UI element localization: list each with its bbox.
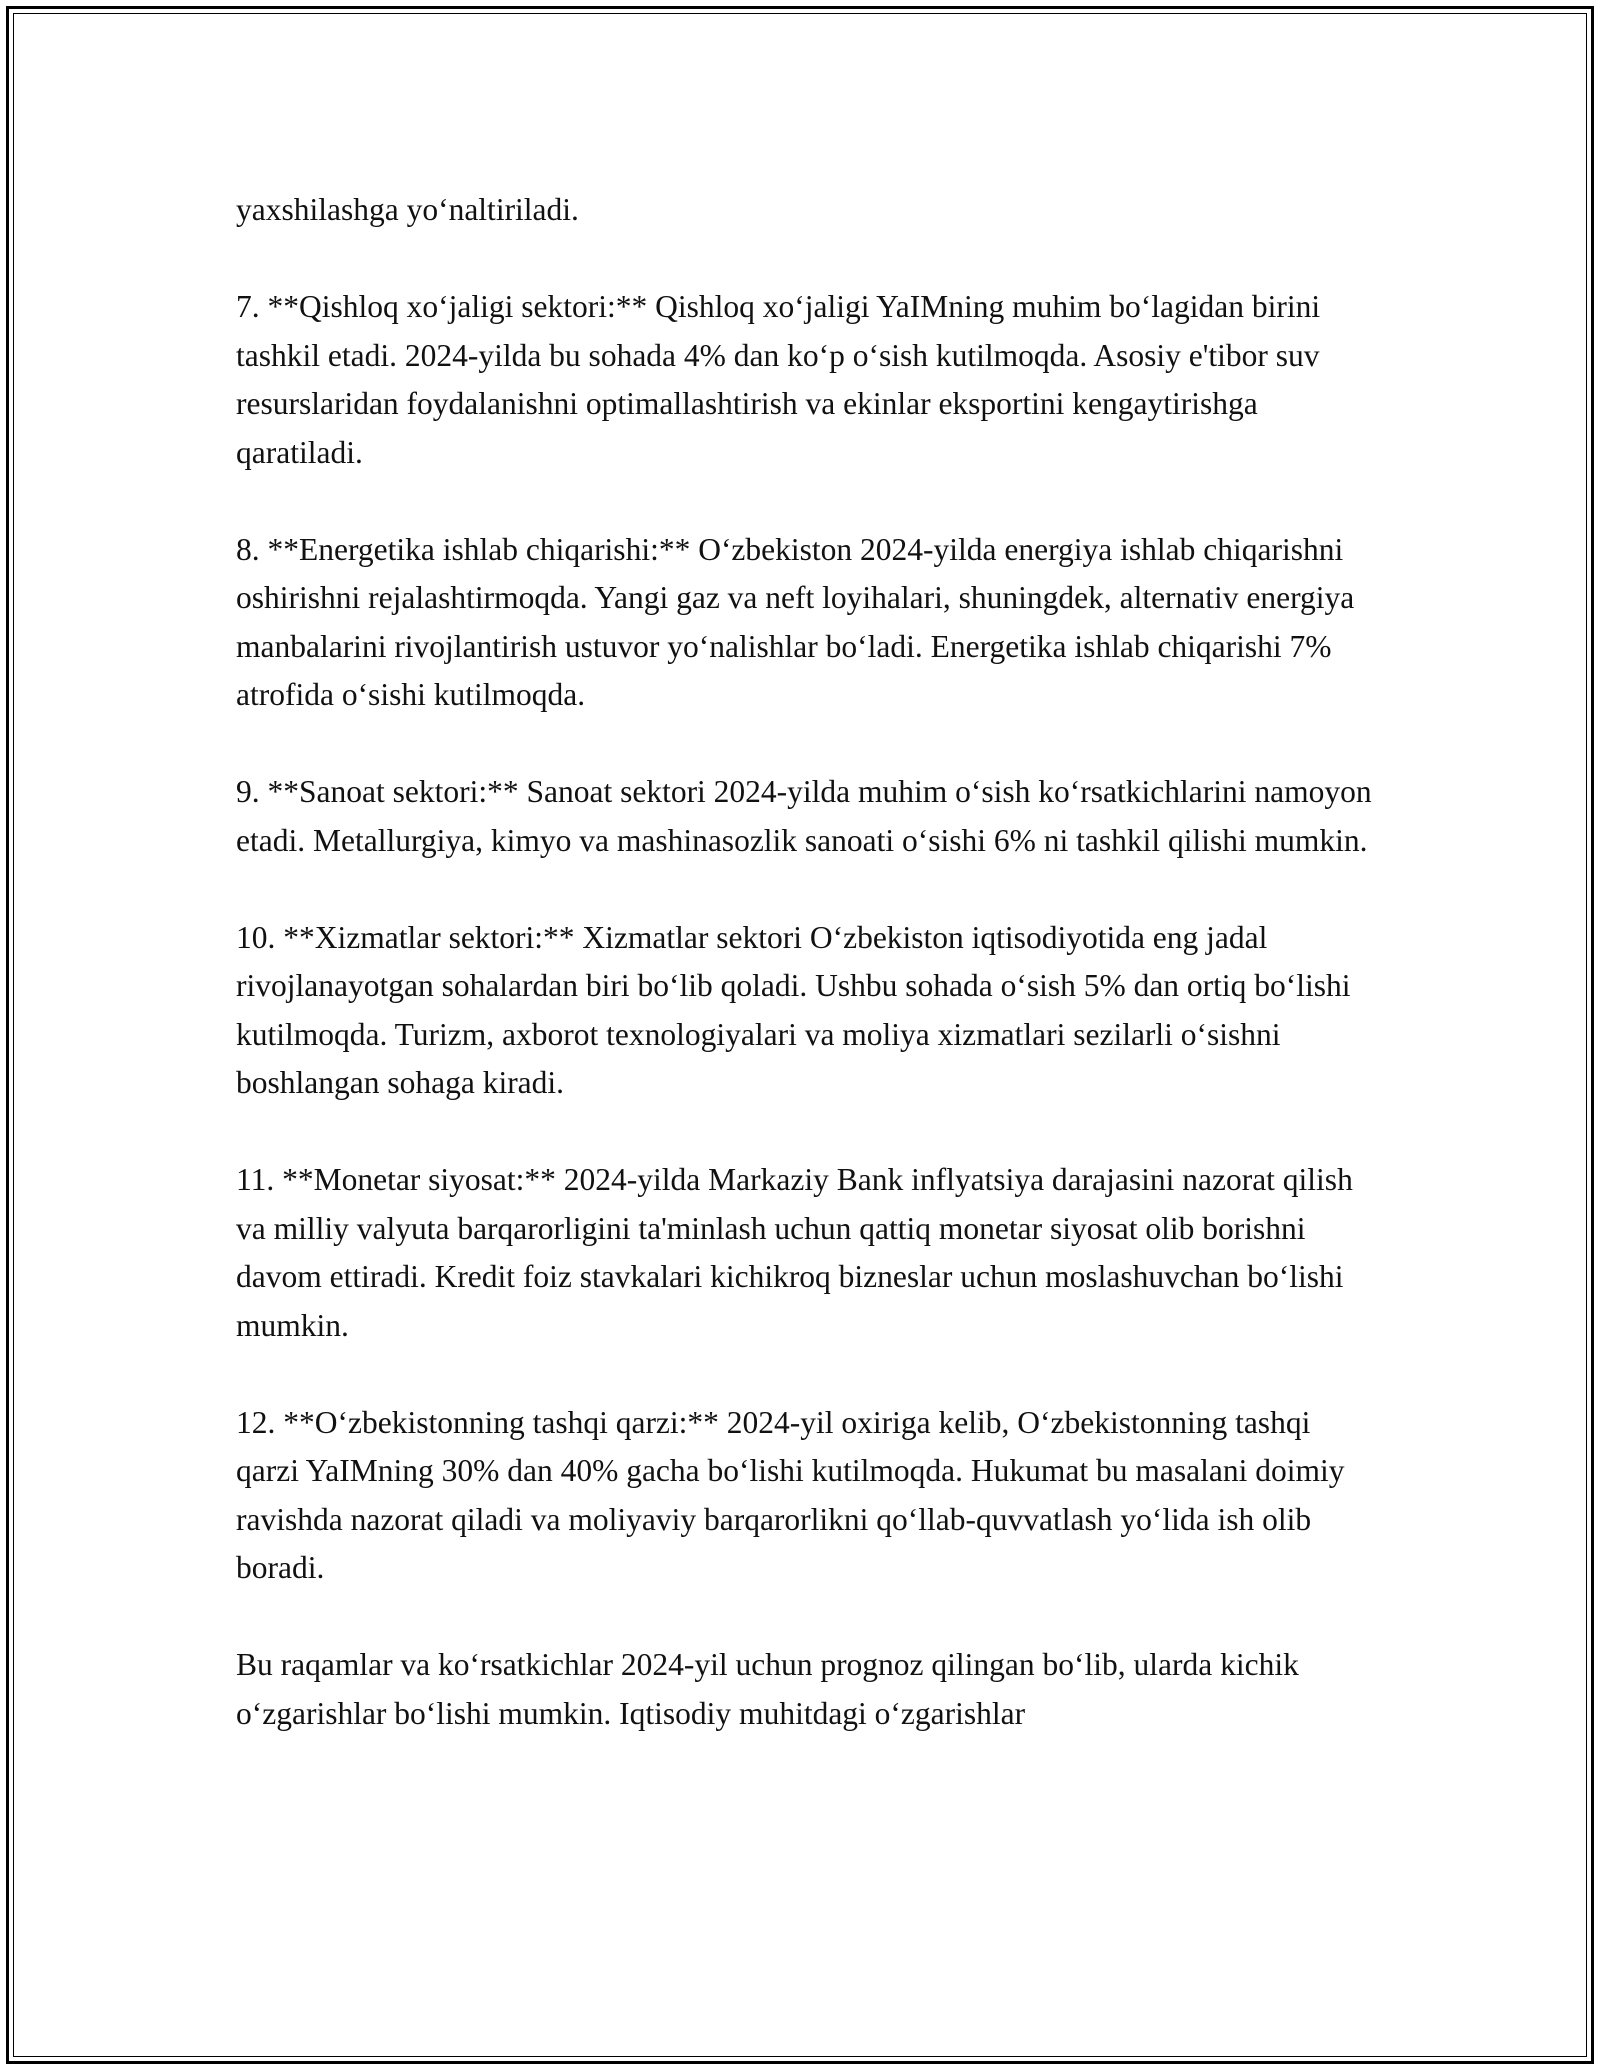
- paragraph-services: 10. **Xizmatlar sektori:** Xizmatlar sektori O‘zbekiston iqtisodiyotida eng jadal rivojlanayotgan sohalardan biri bo‘lib qoladi. Ushbu sohada o‘sish 5% dan ortiq bo‘lishi kutilmoqda. Turizm, axborot texnologiyalari va moliya xizmatlari sezilarli o‘sishni boshlangan sohaga kiradi.: [236, 919, 1351, 1100]
- paragraph-external-debt: 12. **O‘zbekistonning tashqi qarzi:** 2024-yil oxiriga kelib, O‘zbekistonning tashqi qarzi YaIMning 30% dan 40% gacha bo‘lishi kutilmoqda. Hukumat bu masalani doimiy ravishda nazorat qiladi va moliyaviy barqarorlikni qo‘llab-quvvatlash yo‘lida ish olib boradi.: [236, 1404, 1345, 1585]
- document-body: [236, 186, 1376, 1738]
- paragraph-monetary-policy: 11. **Monetar siyosat:** 2024-yilda Markaziy Bank inflyatsiya darajasini nazorat qilish va milliy valyuta barqarorligini ta'minlash uchun qattiq monetar siyosat olib borishni davom ettiradi. Kredit foiz stavkalari kichikroq bizneslar uchun moslashuvchan bo‘lishi mumkin.: [236, 1162, 1353, 1343]
- paragraph-energy: 8. **Energetika ishlab chiqarishi:** O‘zbekiston 2024-yilda energiya ishlab chiqarishni oshirishni rejalashtirmoqda. Yangi gaz va neft loyihalari, shuningdek, alternativ energiya manbalarini rivojlantirish ustuvor yo‘nalishlar bo‘ladi. Energetika ishlab chiqarishi 7% atrofida o‘sishi kutilmoqda.: [236, 531, 1355, 712]
- paragraph-conclusion: Bu raqamlar va ko‘rsatkichlar 2024-yil uchun prognoz qilingan bo‘lib, ularda kichik o‘zgarishlar bo‘lishi mumkin. Iqtisodiy muhitdagi o‘zgarishlar: [236, 1647, 1299, 1731]
- paragraph-continuation: yaxshilashga yo‘naltiriladi.: [236, 192, 579, 227]
- paragraph-agriculture: 7. **Qishloq xo‘jaligi sektori:** Qishloq xo‘jaligi YaIMning muhim bo‘lagidan birini tashkil etadi. 2024-yilda bu sohada 4% dan ko‘p o‘sish kutilmoqda. Asosiy e'tibor suv resurslaridan foydalanishni optimallashtirish va ekinlar eksportini kengaytirishga qaratiladi.: [236, 289, 1321, 470]
- paragraph-industry: 9. **Sanoat sektori:** Sanoat sektori 2024-yilda muhim o‘sish ko‘rsatkichlarini namoyon etadi. Metallurgiya, kimyo va mashinasozlik sanoati o‘sishi 6% ni tashkil qilishi mumkin.: [236, 774, 1372, 858]
